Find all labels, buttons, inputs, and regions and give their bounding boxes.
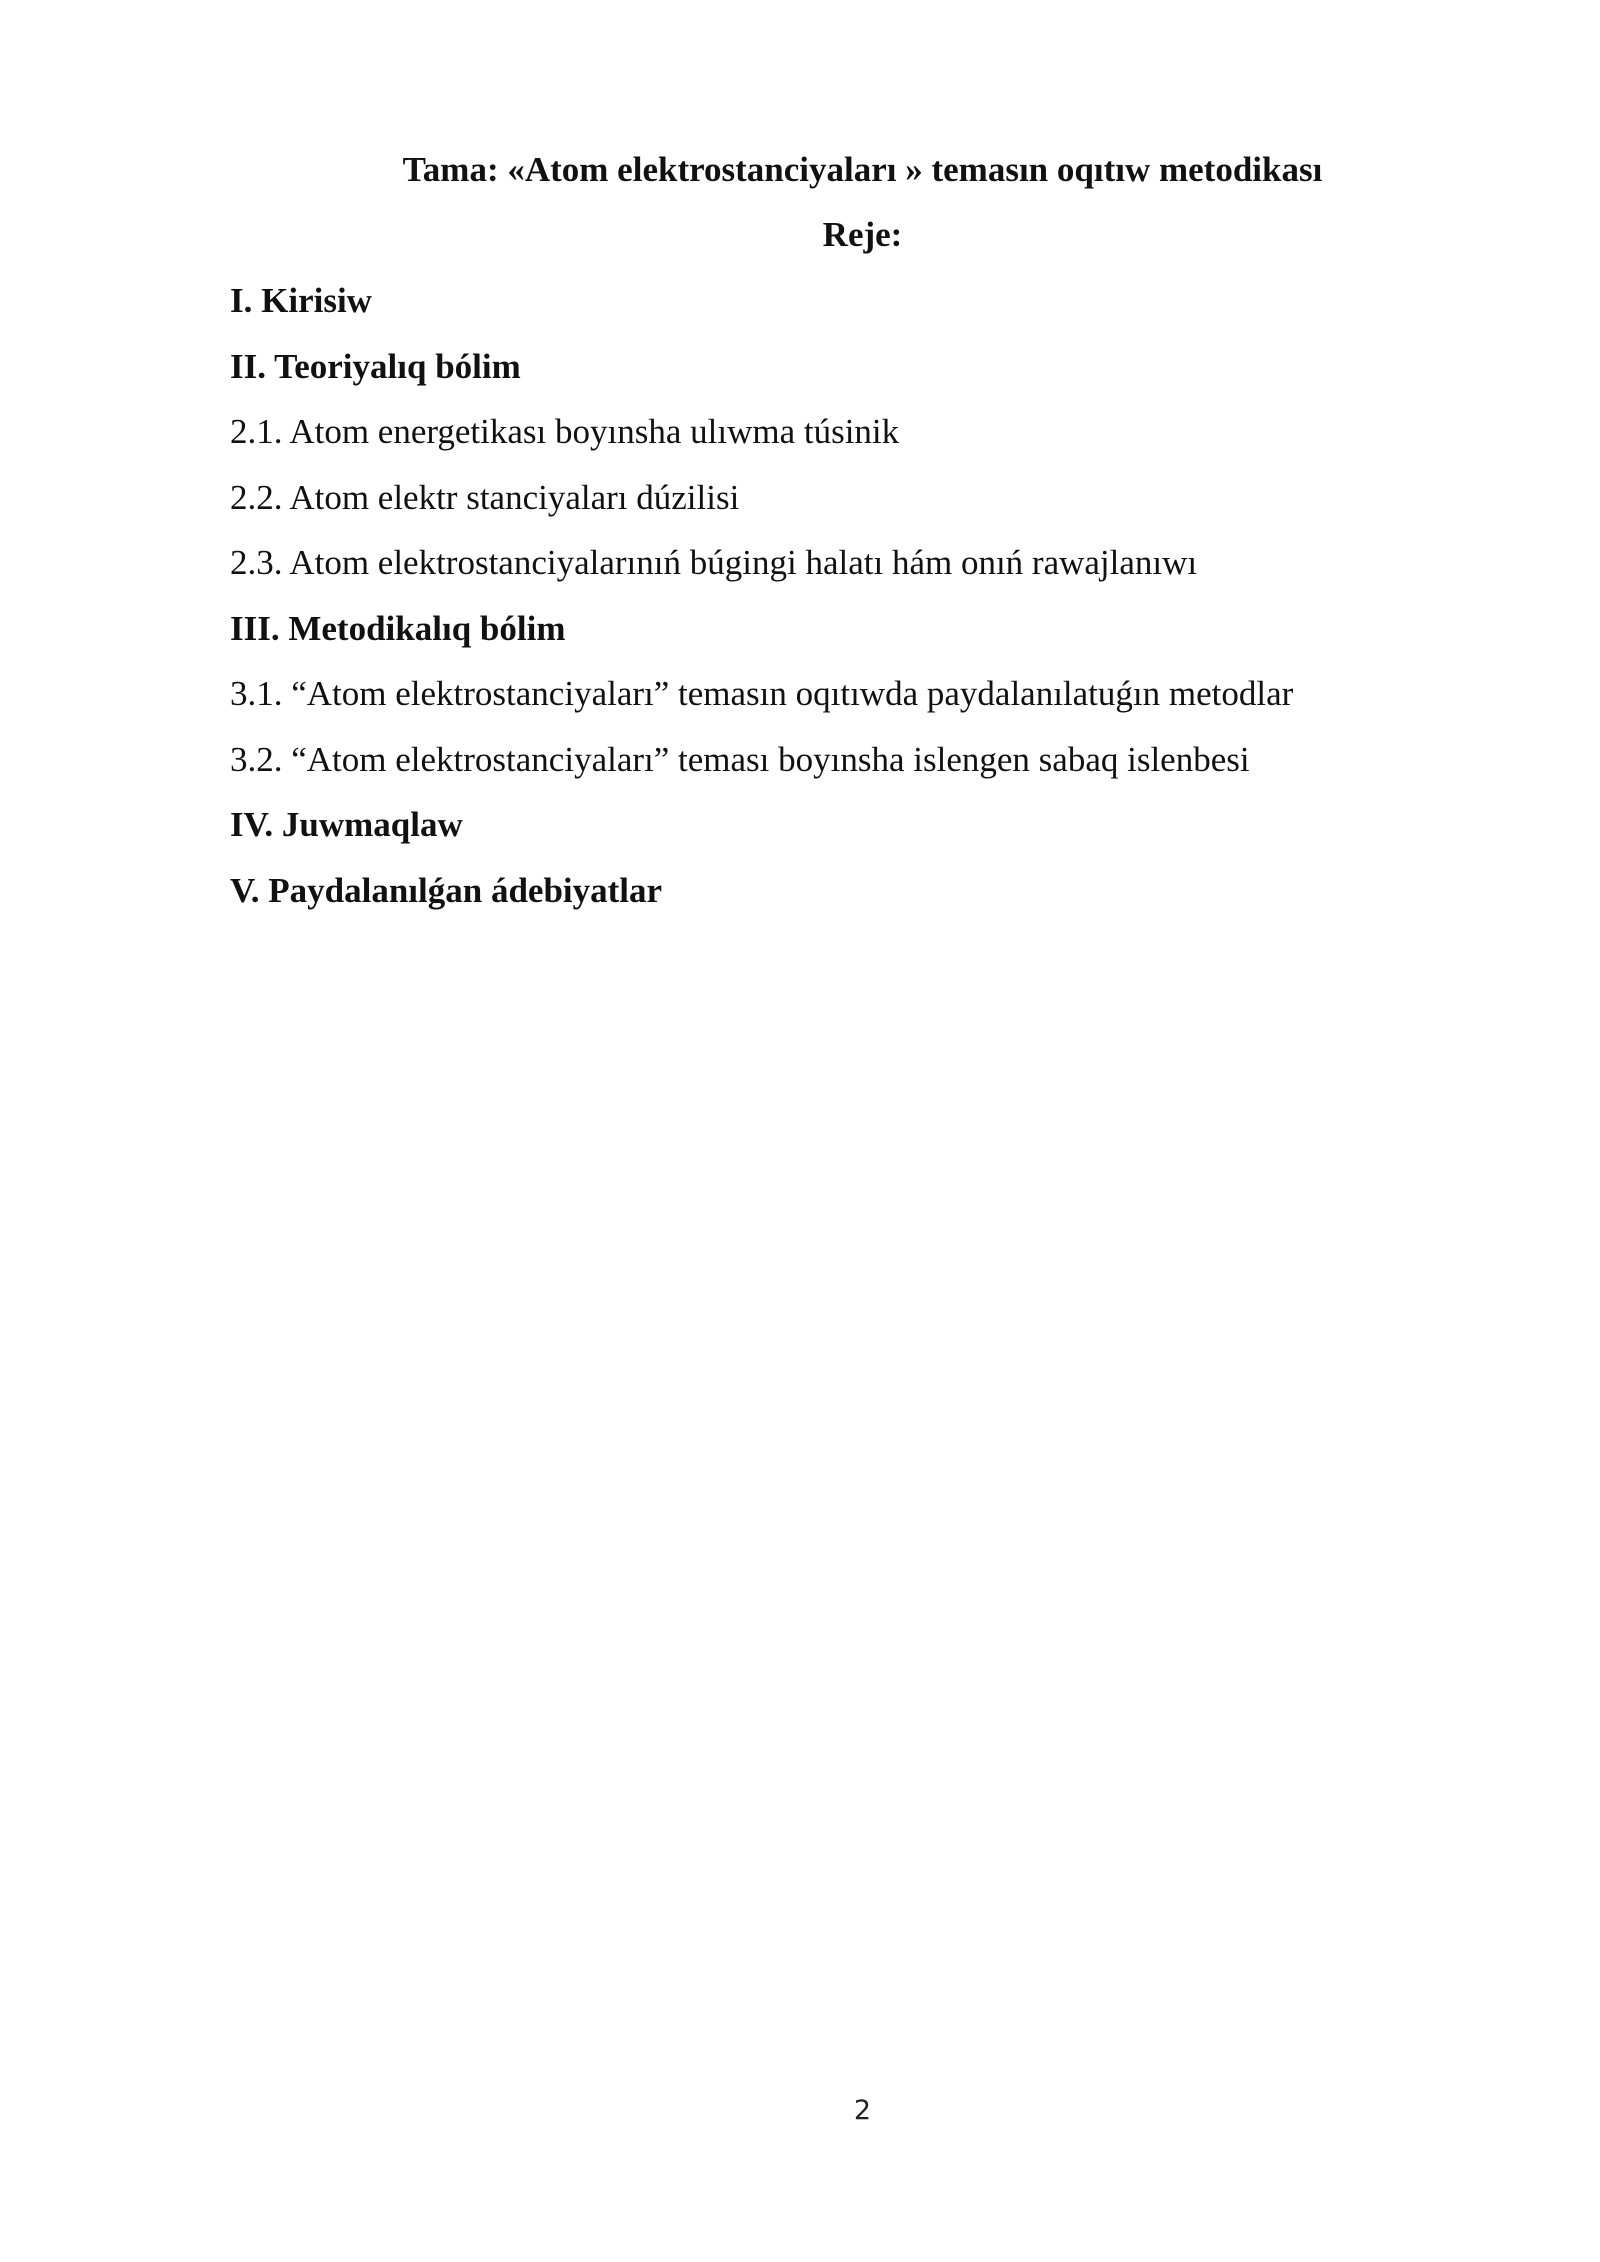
outline-item-introduction: I. Kirisiw <box>230 281 372 320</box>
outline-item-2-2: 2.2. Atom elektr stanciyaları dúzilisi <box>230 477 740 517</box>
outline-item-theory: II. Teoriyalıq bólim <box>230 346 521 386</box>
outline-item-conclusion: IV. Juwmaqlaw <box>230 805 463 844</box>
table-of-contents <box>230 279 1530 934</box>
outline-item-2-1: 2.1. Atom energetikası boyınsha ulıwma túsinik <box>230 412 900 451</box>
outline-item-methodology: III. Metodikalıq bólim <box>230 608 566 648</box>
outline-item-3-2: 3.2. “Atom elektrostanciyaları” teması boyınsha islengen sabaq islenbesi <box>230 739 1250 779</box>
page-number: 2 <box>853 2095 872 2126</box>
outline-item-2-3: 2.3. Atom elektrostanciyalarınıń búgingi halatı hám onıń rawajlanıwı <box>230 543 1198 582</box>
plan-heading: Reje: <box>822 215 903 254</box>
outline-item-references: V. Paydalanılǵan ádebiyatlar <box>230 870 663 910</box>
outline-item-3-1: 3.1. “Atom elektrostanciyaları” temasın oqıtıwda paydalanılatuǵın metodlar <box>230 674 1294 713</box>
page-title: Tama: «Atom elektrostanciyaları » temasın oqıtıw metodikası <box>402 150 1323 189</box>
